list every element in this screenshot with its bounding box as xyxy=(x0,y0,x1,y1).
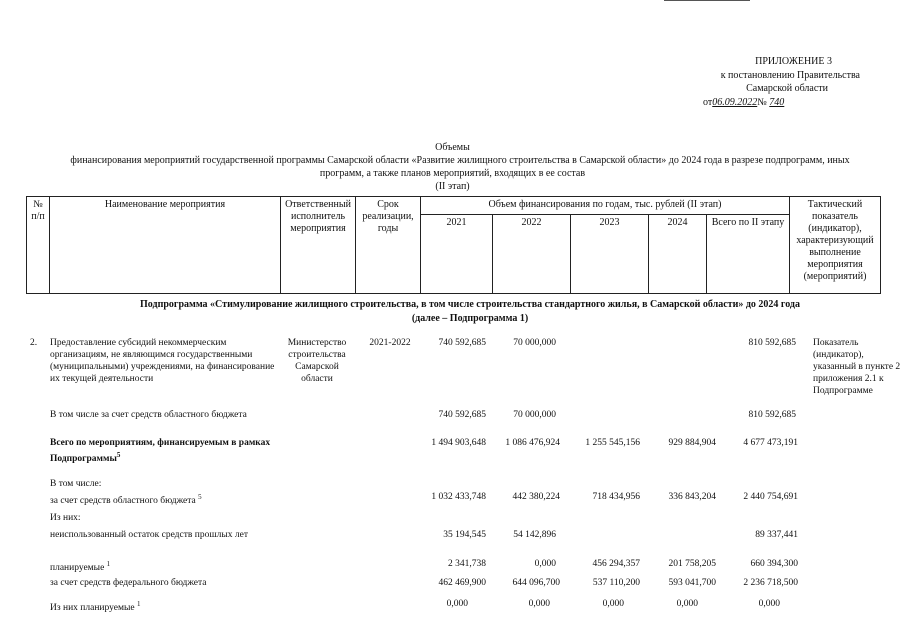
row6-name: Из них: xyxy=(50,513,81,523)
row1-period: 2021-2022 xyxy=(369,338,411,348)
row9-2024: 593 041,700 xyxy=(668,578,716,588)
row5-2021: 1 032 433,748 xyxy=(431,492,486,502)
row8-sup: 1 xyxy=(106,560,111,568)
row3-sup: 5 xyxy=(116,451,121,459)
col-indicator: Тактический показатель (индикатор), характеризующий выполнение мероприятия (мероприятий) xyxy=(790,197,881,294)
col-total: Всего по II этапу xyxy=(707,214,790,293)
row1-2021: 740 592,685 xyxy=(438,338,486,348)
appendix-title: ПРИЛОЖЕНИЕ 3 xyxy=(755,56,832,67)
col-name: Наименование мероприятия xyxy=(50,197,281,294)
row1-total: 810 592,685 xyxy=(748,338,796,348)
appendix-line2: к постановлению Правительства xyxy=(720,70,860,81)
row3-2021: 1 494 903,648 xyxy=(431,438,486,448)
number-value: 740 xyxy=(769,97,785,108)
row5-2023: 718 434,956 xyxy=(592,492,640,502)
row3-name xyxy=(50,437,280,465)
heading-line1: Объемы xyxy=(435,142,470,153)
row10-name-text: Из них планируемые xyxy=(50,603,135,614)
row1-name: Предоставление субсидий некоммерческим организациям, не являющимся государственными (муниципальными) учреждениями, на финансирование их текущей деятельности xyxy=(50,338,275,384)
col-volume: Объем финансирования по годам, тыс. рублей (II этап) xyxy=(421,197,790,215)
col-executor: Ответственный исполнитель мероприятия xyxy=(281,197,356,294)
col-period: Срок реализации, годы xyxy=(356,197,421,294)
row2-2021: 740 592,685 xyxy=(438,410,486,420)
row1-2022: 70 000,000 xyxy=(513,338,556,348)
row10-name xyxy=(50,598,140,614)
row9-total: 2 236 718,500 xyxy=(743,578,798,588)
row10-sup: 1 xyxy=(136,600,141,608)
row2-name: В том числе за счет средств областного бюджета xyxy=(50,410,247,420)
row7-total: 89 337,441 xyxy=(755,530,798,540)
row7-2022: 54 142,896 xyxy=(513,530,556,540)
row3-2023: 1 255 545,156 xyxy=(585,438,640,448)
row5-sup: 5 xyxy=(198,493,202,501)
row8-2021: 2 341,738 xyxy=(448,559,486,569)
row8-name-text: планируемые xyxy=(50,563,105,574)
col-2022: 2022 xyxy=(493,214,571,293)
row7-name: неиспользованный остаток средств прошлых лет xyxy=(50,530,249,540)
row10-2024: 0,000 xyxy=(676,599,698,609)
row1-no: 2. xyxy=(30,338,38,348)
row9-2023: 537 110,200 xyxy=(592,578,640,588)
row1-indicator: Показатель (индикатор), указанный в пункте 2 приложения 2.1 к Подпрограмме xyxy=(813,338,901,396)
row9-2022: 644 096,700 xyxy=(512,578,560,588)
col-2024: 2024 xyxy=(649,214,707,293)
col-2023: 2023 xyxy=(571,214,649,293)
row5-2022: 442 380,224 xyxy=(512,492,560,502)
date-value: 06.09.2022 xyxy=(712,97,758,108)
row8-total: 660 394,300 xyxy=(750,559,798,569)
number-prefix: № xyxy=(757,97,767,108)
col-2021: 2021 xyxy=(421,214,493,293)
row8-2024: 201 758,205 xyxy=(668,559,716,569)
row5-2024: 336 843,204 xyxy=(668,492,716,502)
date-prefix: от xyxy=(703,97,713,108)
heading-line2: финансирования мероприятий государственной программы Самарской области «Развитие жилищного строительства в Самарской области» до 2024 года в разрезе подпрограмм, иных xyxy=(70,155,850,166)
row10-2023: 0,000 xyxy=(602,599,624,609)
heading-line3: программ, а также планов мероприятий, входящих в ее состав xyxy=(319,168,586,179)
subprogram-line1: Подпрограмма «Стимулирование жилищного строительства, в том числе строительства стандартного жилья, в Самарской области» до 2024 года xyxy=(140,299,800,310)
row9-name: за счет средств федерального бюджета xyxy=(50,578,207,588)
row10-2022: 0,000 xyxy=(528,599,550,609)
row8-name xyxy=(50,558,110,574)
row8-2023: 456 294,357 xyxy=(592,559,640,569)
row10-2021: 0,000 xyxy=(446,599,468,609)
col-no: № п/п xyxy=(27,197,50,294)
row5-name xyxy=(50,491,280,507)
row1-executor: Министерство строительства Самарской области xyxy=(287,338,347,384)
row9-2021: 462 469,900 xyxy=(438,578,486,588)
appendix-date-line xyxy=(703,97,873,109)
heading-line4: (II этап) xyxy=(435,181,470,192)
appendix-line3: Самарской области xyxy=(746,83,828,94)
row3-2022: 1 086 476,924 xyxy=(505,438,560,448)
header-table xyxy=(26,196,881,294)
row5-name-text: за счет средств областного бюджета xyxy=(50,496,196,507)
row3-total: 4 677 473,191 xyxy=(743,438,798,448)
row7-2021: 35 194,545 xyxy=(443,530,486,540)
row8-2022: 0,000 xyxy=(534,559,556,569)
row5-total: 2 440 754,691 xyxy=(743,492,798,502)
row3-2024: 929 884,904 xyxy=(668,438,716,448)
subprogram-line2: (далее – Подпрограмма 1) xyxy=(411,313,529,324)
row10-total: 0,000 xyxy=(758,599,780,609)
row3-name-text: Всего по мероприятиям, финансируемым в рамках Подпрограммы xyxy=(50,438,271,465)
row2-2022: 70 000,000 xyxy=(513,410,556,420)
top-rule xyxy=(664,0,750,1)
row4-name: В том числе: xyxy=(50,479,102,489)
row2-total: 810 592,685 xyxy=(748,410,796,420)
